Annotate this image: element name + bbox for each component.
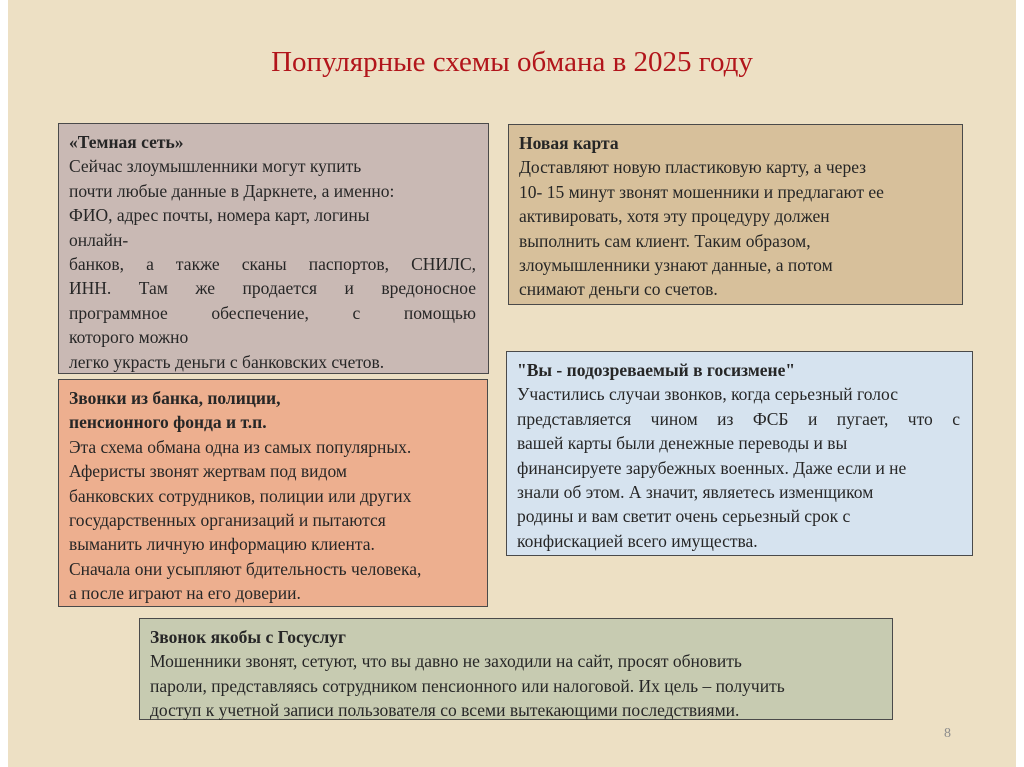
new-card-line: 10- 15 минут звонят мошенники и предлагают ее bbox=[519, 181, 884, 202]
bank-calls-line: а после играют на его доверии. bbox=[69, 583, 301, 604]
bank-calls-line: Эта схема обмана одна из самых популярных. bbox=[69, 436, 412, 457]
new-card-title: Новая карта bbox=[519, 133, 619, 153]
new-card-line: Доставляют новую пластиковую карту, а через bbox=[519, 157, 867, 178]
treason-suspect-line: представляется чином из ФСБ и пугает, что с bbox=[517, 408, 960, 429]
bank-calls-line: Аферисты звонят жертвам под видом bbox=[69, 461, 347, 482]
dark-web-line: Сейчас злоумышленники могут купить bbox=[69, 156, 362, 177]
bank-calls-line: Сначала они усыпляют бдительность человека, bbox=[69, 558, 422, 579]
new-card-line: активировать, хотя эту процедуру должен bbox=[519, 206, 830, 227]
gosuslugi-line: Мошенники звонят, сетуют, что вы давно не заходили на сайт, просят обновить bbox=[150, 651, 742, 672]
dark-web-line: программное обеспечение, с помощью bbox=[69, 302, 476, 323]
dark-web-title: «Темная сеть» bbox=[69, 132, 184, 152]
gosuslugi-line: доступ к учетной записи пользователя со всеми вытекающими последствиями. bbox=[150, 700, 740, 721]
gosuslugi-box bbox=[139, 618, 893, 720]
dark-web-box bbox=[58, 123, 489, 374]
bank-calls-title: пенсионного фонда и т.п. bbox=[69, 412, 267, 433]
slide-title: Популярные схемы обмана в 2025 году bbox=[271, 46, 753, 78]
bank-calls-line: банковских сотрудников, полиции или других bbox=[69, 485, 412, 506]
bank-calls-box bbox=[58, 379, 488, 607]
dark-web-line: легко украсть деньги с банковских счетов. bbox=[69, 351, 385, 372]
new-card-line: снимают деньги со счетов. bbox=[519, 279, 718, 300]
dark-web-line: банков, а также сканы паспортов, СНИЛС, bbox=[69, 254, 476, 275]
new-card-box bbox=[508, 124, 963, 305]
gosuslugi-line: пароли, представляясь сотрудником пенсионного или налоговой. Их цель – получить bbox=[150, 675, 785, 696]
treason-suspect-box bbox=[506, 351, 973, 556]
treason-suspect-line: конфискацией всего имущества. bbox=[517, 530, 758, 551]
dark-web-line: ИНН. Там же продается и вредоносное bbox=[69, 278, 476, 299]
bank-calls-title: Звонки из банка, полиции, bbox=[69, 388, 281, 408]
new-card-line: выполнить сам клиент. Таким образом, bbox=[519, 230, 811, 251]
treason-suspect-title: "Вы - подозреваемый в госизмене" bbox=[517, 360, 796, 380]
treason-suspect-line: знали об этом. А значит, являетесь изменщиком bbox=[517, 482, 874, 503]
dark-web-line: почти любые данные в Даркнете, а именно: bbox=[69, 180, 395, 201]
gosuslugi-title: Звонок якобы с Госуслуг bbox=[150, 627, 346, 647]
dark-web-line: которого можно bbox=[69, 327, 189, 348]
page-number: 8 bbox=[944, 726, 951, 741]
treason-suspect-line: Участились случаи звонков, когда серьезный голос bbox=[517, 384, 898, 405]
new-card-line: злоумышленники узнают данные, а потом bbox=[519, 255, 833, 276]
bank-calls-line: выманить личную информацию клиента. bbox=[69, 534, 375, 555]
dark-web-line: онлайн- bbox=[69, 229, 129, 250]
treason-suspect-line: финансируете зарубежных военных. Даже если и не bbox=[517, 457, 907, 478]
dark-web-line: ФИО, адрес почты, номера карт, логины bbox=[69, 205, 370, 226]
treason-suspect-line: родины и вам светит очень серьезный срок с bbox=[517, 506, 851, 527]
bank-calls-line: государственных организаций и пытаются bbox=[69, 510, 386, 531]
treason-suspect-line: вашей карты были денежные переводы и вы bbox=[517, 433, 848, 454]
